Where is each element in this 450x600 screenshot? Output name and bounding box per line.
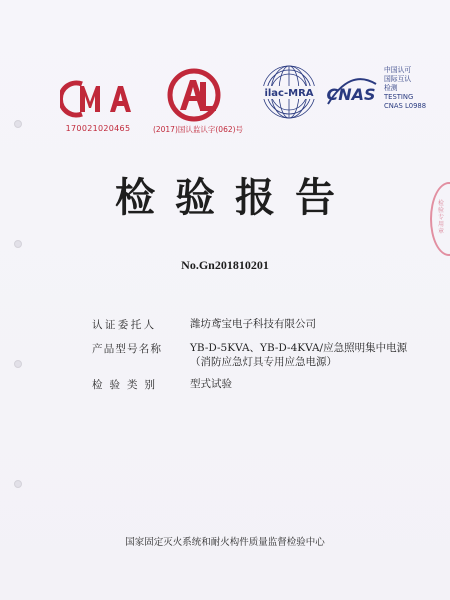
- official-seal-text: 检验专用章: [438, 200, 445, 235]
- field-label: 检验类别: [92, 379, 162, 391]
- ilac-mra-logo-icon: [258, 62, 320, 122]
- svg-text:ilac-MRA: ilac-MRA: [264, 88, 314, 99]
- report-title: 检验报告: [115, 175, 355, 221]
- field-value: YB-D-5KVA、YB-D-4KVA/应急照明集中电源 （消防应急灯具专用应急电源）: [190, 342, 408, 368]
- cnas-logo-icon: [320, 74, 382, 110]
- cma-logo-icon: [60, 72, 136, 124]
- report-number: No.Gn201810201: [181, 258, 269, 272]
- field-label: 认证委托人: [92, 319, 157, 331]
- issuing-organization: 国家固定灭火系统和耐火构件质量监督检验中心: [125, 537, 325, 548]
- cma-certificate-number: 170021020465: [65, 124, 131, 133]
- punch-hole: [14, 480, 22, 488]
- punch-hole: [14, 120, 22, 128]
- field-label: 产品型号名称: [92, 343, 163, 355]
- field-value: 型式试验: [190, 378, 232, 390]
- field-value: 潍坊鸢宝电子科技有限公司: [190, 318, 316, 330]
- svg-text:CNAS: CNAS: [326, 85, 376, 104]
- cal-certificate-number: (2017)国认监认字(062)号: [152, 125, 244, 134]
- punch-hole: [14, 360, 22, 368]
- cnas-accreditation-text: 中国认可 国际互认 检测 TESTING CNAS L0988: [384, 66, 427, 110]
- cal-logo-icon: [164, 66, 224, 124]
- punch-hole: [14, 240, 22, 248]
